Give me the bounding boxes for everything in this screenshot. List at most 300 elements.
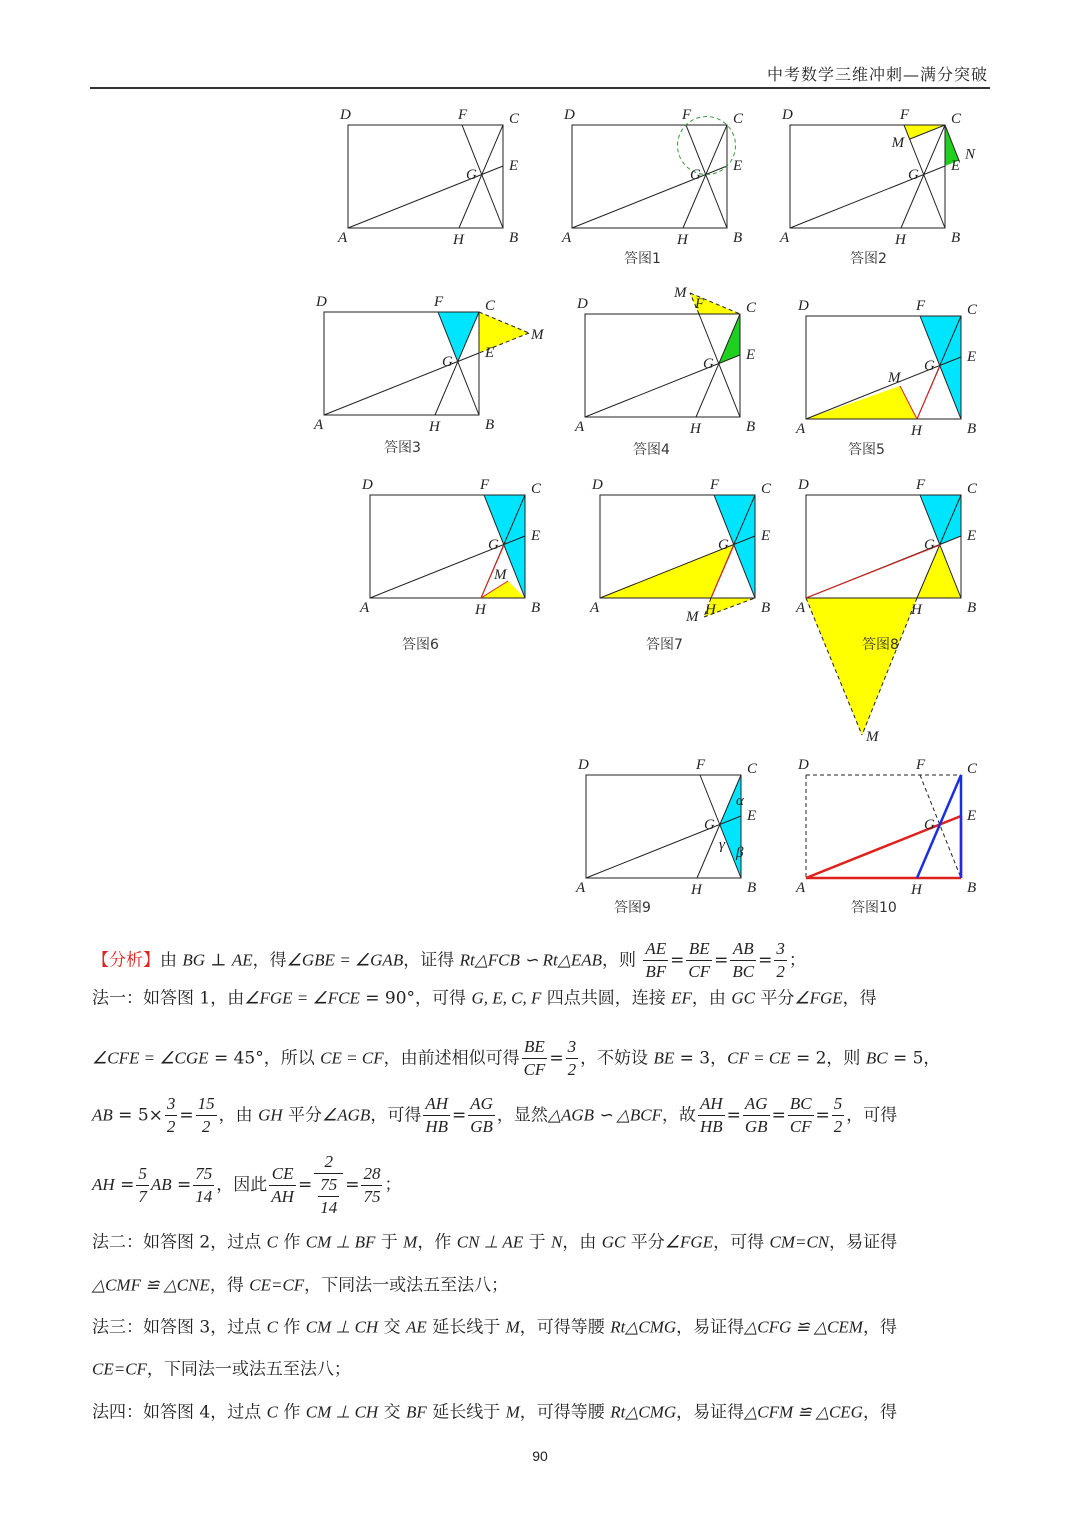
numerator: AG — [743, 1093, 770, 1116]
text-segment: ，作 — [417, 1232, 457, 1253]
point-label: B — [967, 600, 977, 616]
math-expression: CM=CN — [769, 1232, 830, 1252]
point-label: B — [733, 230, 743, 246]
text-segment: ，下同法一或法五至法八； — [304, 1275, 509, 1296]
point-label: B — [531, 600, 541, 616]
point-label: G — [703, 356, 714, 372]
fraction — [788, 1093, 814, 1138]
denominator: GB — [470, 1117, 493, 1136]
numerator: AH — [423, 1093, 450, 1116]
point-label: A — [590, 600, 600, 616]
figure-caption: 答图9 — [614, 900, 651, 916]
figure-caption: 答图6 — [402, 637, 439, 653]
text-line — [92, 988, 877, 1009]
point-label: F — [916, 477, 926, 493]
text-segment: = — [549, 1048, 564, 1069]
point-label: E — [531, 528, 541, 544]
point-label: E — [509, 158, 519, 174]
fraction — [566, 1036, 579, 1081]
point-label: E — [733, 158, 743, 174]
point-label: M — [888, 370, 901, 386]
text-segment: 平分 — [625, 1232, 665, 1253]
text-segment: = — [815, 1105, 830, 1126]
point-label: H — [911, 602, 922, 618]
text-segment: ，由 — [691, 988, 732, 1009]
point-label: B — [746, 419, 756, 435]
numerator: 5 — [832, 1093, 845, 1116]
point-label: D — [798, 477, 809, 493]
text-line — [92, 1317, 897, 1338]
point-label: G — [924, 358, 935, 374]
point-label: B — [509, 230, 519, 246]
text-segment: = — [714, 950, 729, 971]
header-title: 中考数学三维冲刺—满分突破 — [766, 65, 988, 84]
math-expression: CM ⊥ BF — [305, 1232, 376, 1252]
point-label: E — [761, 528, 771, 544]
math-expression: BF — [406, 1402, 427, 1422]
denominator: 2 — [166, 1117, 176, 1136]
math-expression: △CMF ≌ △CNE — [92, 1275, 210, 1295]
text-segment: 延长线于 — [426, 1317, 506, 1338]
math-expression: CE=CF — [249, 1275, 305, 1295]
yellow-triangle — [806, 386, 917, 419]
text-segment: = 45°，所以 — [208, 1048, 321, 1069]
text-segment: ，得 — [862, 1317, 897, 1338]
denominator: AH — [271, 1186, 294, 1206]
point-label: G — [718, 537, 729, 553]
denominator: 2 — [201, 1117, 211, 1136]
text-line — [92, 1402, 897, 1423]
point-label: M — [531, 327, 544, 343]
point-label: E — [967, 808, 977, 824]
point-label: A — [576, 880, 586, 896]
point-label: H — [705, 602, 716, 618]
fraction — [468, 1093, 495, 1138]
figure-caption: 答图8 — [862, 637, 899, 653]
text-line — [92, 1275, 508, 1296]
point-label: H — [911, 423, 922, 439]
text-segment: = 90°，可得 — [359, 988, 472, 1009]
text-segment: ，可得 — [370, 1105, 422, 1126]
text-segment: ，因此 — [216, 1175, 268, 1195]
text-segment: ，可得等腰 — [519, 1402, 611, 1423]
math-expression: Rt△CMG — [610, 1402, 677, 1422]
point-label: A — [796, 600, 806, 616]
math-expression: ∠FGE — [794, 988, 843, 1008]
point-label: H — [475, 602, 486, 618]
numerator: 3 — [165, 1093, 178, 1116]
text-segment: 法三：如答图 3，过点 — [92, 1317, 267, 1338]
math-expression: EF — [671, 988, 692, 1008]
text-line — [92, 1359, 351, 1380]
point-label: D — [798, 757, 809, 773]
point-label: A — [338, 230, 348, 246]
numerator: CE — [269, 1163, 296, 1186]
point-label: C — [531, 481, 542, 497]
rectangle-abcd — [585, 314, 740, 417]
math-expression: AE — [231, 950, 253, 970]
numerator: 28 — [361, 1163, 382, 1186]
point-label: E — [747, 808, 757, 824]
math-expression: BC — [865, 1048, 888, 1068]
point-label: E — [746, 347, 756, 363]
text-segment: = — [726, 1105, 741, 1126]
math-expression: ∠CFE = ∠CGE — [92, 1048, 209, 1068]
text-segment: ，易证得 — [676, 1317, 745, 1338]
math-expression: N — [551, 1232, 563, 1252]
point-label: E — [967, 528, 977, 544]
text-segment: ，故 — [661, 1105, 696, 1126]
text-segment: = — [171, 1175, 192, 1195]
text-segment: ⊥ — [205, 950, 232, 971]
point-label: M — [866, 729, 879, 745]
point-label: D — [577, 296, 588, 312]
denominator: 2 — [833, 1117, 843, 1136]
denominator: HB — [699, 1117, 723, 1136]
text-segment: 法四：如答图 4，过点 — [92, 1402, 267, 1423]
numerator: BE — [686, 938, 712, 961]
math-expression: G, E, C, F — [471, 988, 542, 1008]
numerator: 75 — [318, 1174, 339, 1197]
point-label: E — [485, 345, 495, 361]
denominator: 75 — [363, 1186, 381, 1206]
point-label: H — [895, 232, 906, 248]
point-label: B — [967, 421, 977, 437]
math-expression: M — [505, 1317, 520, 1337]
point-label: C — [967, 302, 978, 318]
point-label: F — [458, 107, 468, 123]
text-segment: = 2，则 — [790, 1048, 866, 1069]
point-label: α — [736, 793, 744, 809]
point-label: A — [796, 880, 806, 896]
point-label: M — [891, 135, 905, 152]
denominator: GB — [744, 1117, 768, 1136]
text-segment: 交 — [378, 1317, 407, 1338]
point-label: H — [691, 882, 702, 898]
math-expression: GH — [258, 1105, 283, 1125]
point-label: B — [761, 600, 771, 616]
point-label: G — [908, 167, 919, 183]
line-ae — [324, 353, 479, 415]
fraction — [774, 938, 787, 983]
math-expression: CM ⊥ CH — [305, 1402, 379, 1422]
denominator: CF — [688, 962, 711, 981]
point-label: D — [592, 477, 603, 493]
denominator: 14 — [320, 1198, 338, 1217]
line-ae — [348, 166, 503, 228]
text-segment: = — [670, 950, 685, 971]
figure-caption: 答图7 — [646, 637, 683, 653]
text-line — [92, 1036, 940, 1081]
text-line — [92, 1151, 401, 1219]
fraction — [193, 1163, 214, 1208]
point-label: F — [434, 294, 444, 310]
point-label: A — [562, 230, 572, 246]
numerator: 75 — [193, 1163, 214, 1186]
numerator: AE — [643, 938, 668, 961]
point-label: G — [704, 817, 715, 833]
point-label: F — [682, 107, 692, 123]
text-segment: ，易证得 — [829, 1232, 898, 1253]
math-expression: CF = CE — [727, 1048, 791, 1068]
point-label: H — [690, 421, 701, 437]
numerator: AB — [730, 938, 756, 961]
point-label: A — [796, 421, 806, 437]
text-segment: ，则 — [601, 950, 642, 971]
denominator — [314, 1174, 343, 1219]
point-label: F — [695, 296, 705, 312]
numerator: 3 — [774, 938, 787, 961]
text-segment: ，得 — [209, 1275, 250, 1296]
point-label: H — [911, 882, 922, 898]
point-label: D — [782, 107, 793, 123]
point-label: G — [924, 537, 935, 553]
figure-caption: 答图1 — [624, 251, 661, 267]
figure-caption: 答图4 — [633, 442, 670, 458]
text-segment: ，由前述相似可得 — [383, 1048, 520, 1069]
text-segment: 于 — [523, 1232, 552, 1253]
point-label: B — [747, 880, 757, 896]
point-label: N — [965, 146, 976, 163]
math-expression: ∠AGB — [322, 1105, 371, 1125]
figure-caption: 答图5 — [848, 442, 885, 458]
point-label: F — [696, 757, 706, 773]
denominator: 7 — [138, 1186, 147, 1206]
fraction — [269, 1163, 296, 1208]
text-segment: 作 — [277, 1402, 306, 1423]
point-label: C — [509, 111, 520, 127]
math-expression: M — [505, 1402, 520, 1422]
denominator: 2 — [776, 962, 785, 981]
text-segment: ，下同法一或法五至法八； — [146, 1359, 351, 1380]
text-segment: = 5， — [887, 1048, 941, 1069]
point-label: B — [951, 230, 961, 246]
fraction — [136, 1163, 149, 1208]
text-segment: 作 — [277, 1317, 306, 1338]
math-expression: BE — [653, 1048, 675, 1068]
rectangle-abcd — [348, 125, 503, 228]
point-label: F — [710, 477, 720, 493]
fraction — [361, 1163, 382, 1208]
numerator: BC — [788, 1093, 814, 1116]
text-segment: = — [345, 1175, 360, 1195]
point-label: G — [488, 537, 499, 553]
fraction — [832, 1093, 845, 1138]
math-expression: C — [266, 1232, 278, 1252]
point-label: E — [967, 349, 977, 365]
figure-caption: 答图10 — [851, 900, 897, 916]
point-label: B — [967, 880, 977, 896]
point-label: D — [362, 477, 373, 493]
point-label: C — [746, 300, 757, 316]
point-label: A — [575, 419, 585, 435]
point-label: E — [951, 158, 961, 174]
denominator: HB — [425, 1117, 448, 1136]
text-segment: ，可得 — [713, 1232, 770, 1253]
denominator: 2 — [567, 1060, 577, 1079]
text-segment: ，可得等腰 — [519, 1317, 611, 1338]
fraction — [698, 1093, 725, 1138]
text-segment: ，易证得 — [676, 1402, 745, 1423]
point-label: D — [798, 298, 809, 314]
text-segment: = — [297, 1175, 313, 1195]
fraction — [743, 1093, 770, 1138]
math-expression: M — [403, 1232, 418, 1252]
text-segment: 延长线于 — [426, 1402, 506, 1423]
math-expression: ∠FGE — [664, 1232, 714, 1252]
point-label: β — [736, 845, 744, 861]
text-segment: 平分 — [282, 1105, 323, 1126]
math-expression: Rt△FCB ∽ Rt△EAB — [459, 950, 602, 970]
numerator: 15 — [196, 1093, 217, 1116]
math-expression: AB — [92, 1105, 113, 1125]
text-segment: ，得 — [862, 1402, 897, 1423]
point-label: F — [480, 477, 490, 493]
text-segment: = — [771, 1105, 786, 1126]
numerator: BE — [522, 1036, 548, 1059]
point-label: D — [316, 294, 327, 310]
text-segment: ，证得 — [403, 950, 460, 971]
point-label: D — [340, 107, 351, 123]
text-segment: 于 — [375, 1232, 404, 1253]
text-segment: = — [452, 1105, 467, 1126]
point-label: G — [442, 354, 453, 370]
point-label: M — [674, 285, 687, 301]
math-expression: C — [266, 1317, 278, 1337]
point-label: G — [690, 167, 701, 183]
denominator: BF — [645, 962, 667, 981]
math-expression: AB — [150, 1175, 172, 1194]
fraction — [686, 938, 712, 983]
math-expression: CE = CF — [320, 1048, 384, 1068]
fraction — [423, 1093, 450, 1138]
red-line — [806, 816, 961, 878]
text-segment: 由 — [160, 950, 183, 971]
math-expression: BG — [182, 950, 206, 970]
text-segment: ，不妨设 — [580, 1048, 654, 1069]
point-label: D — [564, 107, 575, 123]
math-expression: ∠FGE = ∠FCE — [244, 988, 360, 1008]
numerator: AG — [468, 1093, 495, 1116]
point-label: H — [429, 419, 440, 435]
rectangle-abcd — [790, 125, 945, 228]
text-line — [92, 938, 806, 983]
line-ae — [790, 166, 945, 228]
math-expression: AH — [92, 1175, 115, 1194]
point-label: A — [314, 417, 324, 433]
point-label: C — [951, 111, 962, 127]
text-segment: ； — [788, 950, 806, 971]
denominator: CF — [789, 1117, 812, 1136]
text-segment: ，得 — [252, 950, 287, 971]
text-segment: = — [758, 950, 773, 971]
math-expression: GC — [731, 988, 755, 1008]
point-label: H — [677, 232, 688, 248]
fraction — [318, 1174, 339, 1219]
text-line — [92, 1093, 897, 1138]
text-segment: ，得 — [842, 988, 877, 1009]
text-segment: ，由 — [562, 1232, 602, 1253]
math-expression: GC — [601, 1232, 626, 1252]
line-ae — [585, 355, 740, 417]
point-label: γ — [719, 837, 725, 853]
math-expression: C — [266, 1402, 278, 1422]
text-segment: ，由 — [218, 1105, 259, 1126]
math-expression: Rt△CMG — [610, 1317, 677, 1337]
text-segment: ； — [384, 1175, 402, 1195]
numerator: 3 — [566, 1036, 579, 1059]
math-expression: △CFM ≌ △CEG — [744, 1402, 863, 1422]
numerator: AH — [698, 1093, 725, 1116]
math-expression: △AGB ∽ △BCF — [547, 1105, 662, 1125]
point-label: M — [494, 567, 507, 583]
rectangle-abcd — [572, 125, 727, 228]
line-ae — [572, 166, 727, 228]
point-label: H — [453, 232, 464, 248]
point-label: C — [967, 481, 978, 497]
page-number: 90 — [532, 1448, 548, 1464]
text-segment: = — [114, 1175, 135, 1195]
figure-caption: 答图2 — [850, 251, 887, 267]
text-segment: 平分 — [754, 988, 795, 1009]
point-label: M — [686, 609, 699, 625]
math-expression: CE=CF — [92, 1359, 147, 1379]
text-segment: 法二：如答图 2，过点 — [92, 1232, 267, 1253]
point-label: D — [578, 757, 589, 773]
yellow-triangle — [806, 598, 917, 735]
text-segment: = 3， — [674, 1048, 728, 1069]
point-label: G — [466, 167, 477, 183]
text-line — [92, 1232, 897, 1253]
point-label: C — [761, 481, 772, 497]
fraction — [522, 1036, 548, 1081]
point-label: C — [733, 111, 744, 127]
point-label: C — [747, 761, 758, 777]
cyan-triangle — [720, 775, 741, 878]
point-label: A — [360, 600, 370, 616]
denominator: BC — [732, 962, 755, 981]
math-expression: △CFG ≌ △CEM — [744, 1317, 863, 1337]
denominator: CF — [523, 1060, 546, 1079]
numerator: 2 — [314, 1151, 343, 1174]
point-label: A — [780, 230, 790, 246]
numerator: 5 — [136, 1163, 149, 1186]
line-ae — [586, 816, 741, 878]
point-label: C — [485, 298, 496, 314]
fraction — [643, 938, 668, 983]
point-label: B — [485, 417, 495, 433]
fraction — [730, 938, 756, 983]
text-segment: ，显然 — [496, 1105, 548, 1126]
text-segment: 法一：如答图 1，由 — [92, 988, 245, 1009]
text-segment: 作 — [277, 1232, 306, 1253]
point-label: F — [916, 757, 926, 773]
section-tag: 【分析】 — [92, 950, 160, 971]
text-segment: = 5× — [112, 1105, 163, 1126]
math-expression: CM ⊥ CH — [305, 1317, 379, 1337]
fraction — [165, 1093, 178, 1138]
text-segment: 交 — [378, 1402, 407, 1423]
math-expression: CN ⊥ AE — [456, 1232, 524, 1252]
point-label: F — [916, 298, 926, 314]
rectangle-abcd — [586, 775, 741, 878]
point-label: C — [967, 761, 978, 777]
text-segment: ，可得 — [846, 1105, 898, 1126]
point-label: F — [900, 107, 910, 123]
text-segment: = — [179, 1105, 194, 1126]
denominator: 14 — [195, 1186, 213, 1206]
figure-caption: 答图3 — [384, 440, 421, 456]
